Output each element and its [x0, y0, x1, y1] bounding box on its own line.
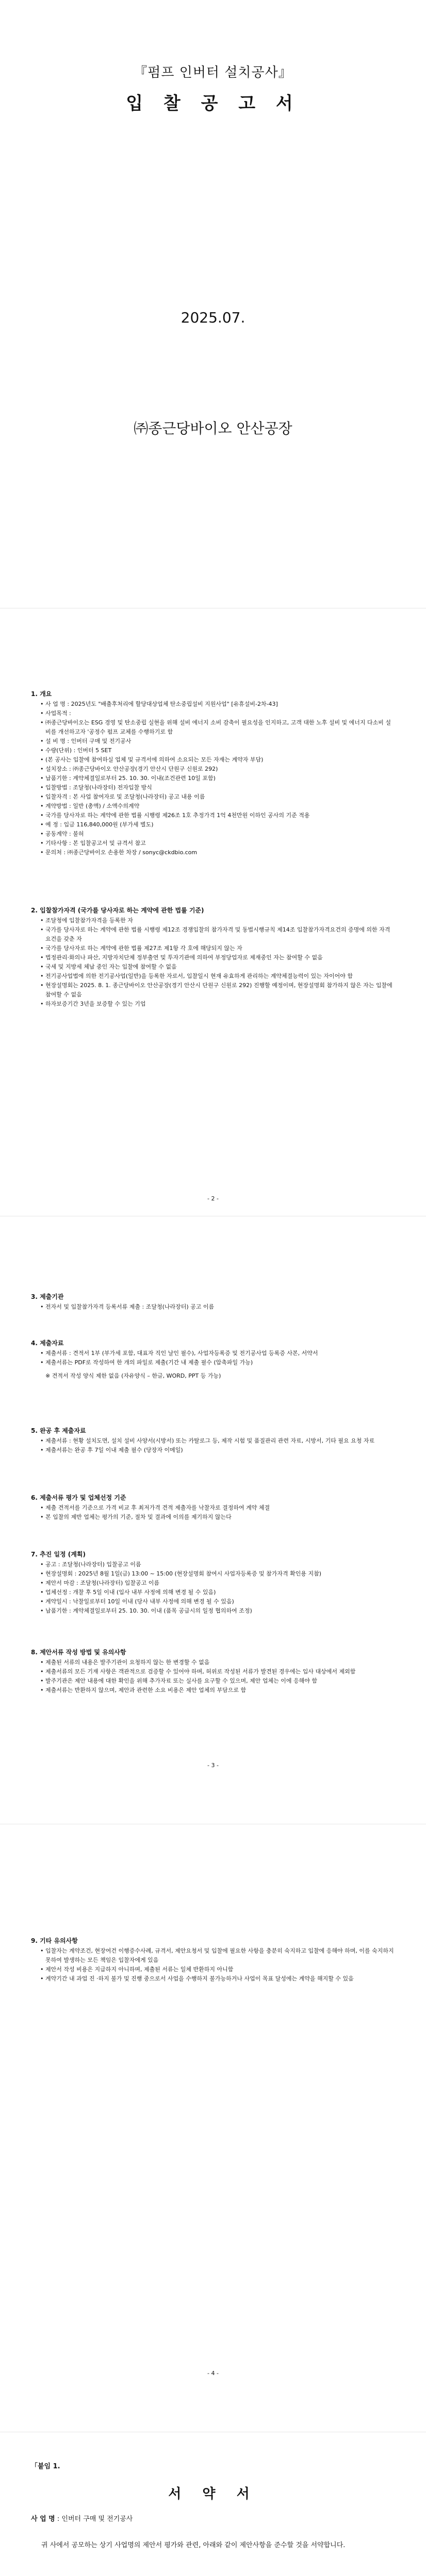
section-misc — [31, 1927, 395, 1984]
post-docs-list — [31, 1436, 395, 1455]
list-item: • 발주기관은 제안 내용에 대한 확인을 위해 추가자료 또는 실사를 요구할 수 있으며, 제안 업체는 이에 응해야 함 — [40, 1676, 395, 1686]
list-item: • 제안서 작성 비용은 지급하지 아니하며, 제출된 서류는 일체 반환하지 아니함 — [40, 1965, 395, 1974]
list-item: • 제출서류는 PDF로 작성하여 한 개의 파일로 제출(기간 내 제출 필수 (압축파일 가능) — [40, 1358, 395, 1367]
page-2 — [0, 618, 426, 1226]
list-item: • 입찰방법 : 조달청(나라장터) 전자입찰 방식 — [40, 783, 395, 792]
list-item: • 공동계약 : 불허 — [40, 829, 395, 839]
section-evaluation — [31, 1484, 395, 1522]
list-item: • 제출 견적서를 기준으로 가격 비교 후 최저가격 견적 제출자를 낙찰자로 결정하여 계약 체결 — [40, 1503, 395, 1513]
list-item: • 설 비 명 : 인버터 구매 및 전기공사 — [40, 737, 395, 746]
list-item: • 전자서 및 입찰참가자격 등록서류 제출 : 조달청(나라장터) 공고 이름 — [40, 1302, 395, 1312]
section-title: 7. 추진 일정 (계획) — [31, 1551, 86, 1558]
section-proposal-notes — [31, 1638, 395, 1695]
list-item: • 전기공사업법에 의한 전기공사업(일반)을 등록한 자로서, 입찰일시 현재 유효하게 관리하는 계약체결능력이 있는 자이어야 함 — [40, 972, 395, 981]
list-item: • 계약기간 내 과업 진 ·하지 불가 및 진행 중으로서 사업을 수행하지 불가능하거나 사업이 목표 달성에는 계약을 해지할 수 있음 — [40, 1974, 395, 1984]
agreement-title: 서 약 서 — [168, 2486, 258, 2502]
list-item: • 입찰자격 : 본 사업 참여자로 및 조달청(나라장터) 공고 내용 이름 — [40, 792, 395, 802]
list-item: • 국가를 당사자로 하는 계약에 관한 법률 시행령 제26조 1호 추정가격 1억 4천만원 이하인 공사의 기준 적용 — [40, 811, 395, 820]
agreement-project — [31, 2514, 395, 2524]
submit-docs-note: ※ 견적서 작성 양식 제한 없음 (자유양식 – 한글, WORD, PPT 등 가능) — [45, 1372, 221, 1379]
cover-date: 2025.07. — [181, 309, 245, 326]
section-title: 2. 입찰참가자격 (국가를 당사자로 하는 계약에 관한 법률 기준) — [31, 907, 204, 914]
list-item: • 국세 및 지방세 체납 중인 자는 입찰에 참여할 수 없음 — [40, 962, 395, 972]
page-number: - 3 - — [207, 1762, 219, 1769]
section-title: 3. 제출기관 — [31, 1293, 64, 1300]
list-item: • 사 업 명 : 2025년도 "배출후처리에 할당대상업체 탄소중립설비 지원사업" [유휴설비-2차-43] — [40, 700, 395, 709]
project-key: 사 업 명 — [31, 2515, 55, 2523]
section-overview — [31, 680, 395, 857]
list-item: • 법정관리·화의나 파산, 지방자치단체 정부출연 및 투자기관에 의하여 부정당업자로 제재중인 자는 참여할 수 없음 — [40, 953, 395, 962]
submit-docs-list — [31, 1349, 395, 1367]
proposal-notes-list — [31, 1658, 395, 1695]
cover-title — [0, 62, 426, 114]
section-title: 1. 개요 — [31, 690, 52, 698]
cover-org: ㈜종근당바이오 안산공장 — [134, 420, 292, 437]
list-item: • 제출서류 : 현황 설치도면, 설치 설비 사양서(시방서) 또는 카탈로그 등, 제작 시험 및 품질관리 관련 자료, 시방서, 기타 필요 요청 자료 — [40, 1436, 395, 1446]
section-title: 4. 제출자료 — [31, 1340, 64, 1347]
list-item: • 수량(단위) : 인버터 5 SET — [40, 746, 395, 755]
page-number: - 2 - — [207, 1195, 219, 1202]
list-item: • 예 정 : 입금 116,840,000원 (부가세 별도) — [40, 820, 395, 829]
list-item: • ㈜종근당바이오는 ESG 경영 및 탄소중립 실현을 위해 설비 에너지 소비 감축이 필요성을 인지하고, 고객 대한 노후 설비 및 에너지 다소비 설비를 개선하고자 '공정수 펌프 교체를 수행하기로 함 — [40, 718, 395, 737]
list-item: • 제출서류 : 견적서 1부 (부가세 포함, 대표자 직인 날인 필수), 사업자등록증 및 전기공사업 등록증 사본, 서약서 — [40, 1349, 395, 1358]
section-title: 8. 제안서류 작성 방법 및 유의사항 — [31, 1649, 126, 1656]
list-item: • 하자보증기간 3년을 보증할 수 있는 기업 — [40, 999, 395, 1009]
submit-org-list — [31, 1302, 395, 1312]
list-item: • 국가를 당사자로 하는 계약에 관한 법률 제27조 제1항 각 호에 해당되지 않는 자 — [40, 944, 395, 953]
section-title: 9. 기타 유의사항 — [31, 1937, 78, 1944]
list-item: • 제출서류는 완공 후 7일 이내 제출 필수 (당장자 이메일) — [40, 1446, 395, 1455]
attachment-label: 「붙임 1. — [31, 2463, 60, 2470]
list-item: • 본 입찰의 제반 업체는 평가의 기준, 절차 및 결과에 이의를 제기하지 않는다 — [40, 1513, 395, 1522]
page-4 — [0, 1834, 426, 2421]
list-item: • 계약방법 : 일반 (총액) / 소액수의계약 — [40, 802, 395, 811]
list-item: • 공고 : 조달청(나라장터) 입찰공고 이름 — [40, 1560, 395, 1569]
list-item: • 국가를 당사자로 하는 계약에 관한 법률 시행령 제12조 경쟁입찰의 참가자격 및 동법시행규칙 제14조 입찰참가자격요건의 증명에 의한 자격 요건을 갖춘 자 — [40, 925, 395, 944]
list-item: • 입찰자는 계약조건, 현장여건 이행증수사례, 규격서, 제안요청서 및 입찰에 필요한 사항을 충분히 숙지하고 입찰에 응해야 하며, 이를 숙지하지 못하여 발생하는 모든 책임은 입찰자에게 있음 — [40, 1946, 395, 1965]
cover-title-line2: 입 찰 공 고 서 — [126, 93, 300, 114]
list-item: • 제출서류는 반환하지 않으며, 제안과 관련한 소요 비용은 제안 업체의 부담으로 함 — [40, 1686, 395, 1695]
schedule-list — [31, 1560, 395, 1616]
section-title: 5. 완공 후 제출자료 — [31, 1427, 86, 1434]
qualification-list — [31, 916, 395, 1009]
list-item: • 현장설명회 : 2025년 8월 1일(금) 13:00 ~ 15:00 (현장설명회 참여시 사업자등록증 및 참가자격 확인용 지참) — [40, 1569, 395, 1579]
misc-list — [31, 1946, 395, 1984]
list-item: • 업체선정 : 개찰 후 5일 이내 (입사 내부 사정에 의해 변경 될 수 있음) — [40, 1588, 395, 1597]
list-item: • 사업목적 : — [40, 709, 395, 718]
cover-page — [0, 0, 426, 577]
list-item: • 납품기한 : 계약체결일로부터 25. 10. 30. 이내(조건관련 10일 포함) — [40, 774, 395, 783]
list-item: • 제출서류의 모든 기재 사항은 객관적으로 검증할 수 있어야 하며, 허위로 작성된 서류가 발견된 경우에는 입사 대상에서 제외함 — [40, 1667, 395, 1676]
list-item: • 제출된 서류의 내용은 발주기관이 요청하지 않는 한 변경할 수 없음 — [40, 1658, 395, 1667]
list-item: • 조달청에 입찰참가자격을 등록한 자 — [40, 916, 395, 925]
agreement-page — [0, 2442, 426, 2576]
project-value: : 인버터 구매 및 전기공사 — [57, 2515, 133, 2523]
section-submit-org — [31, 1283, 395, 1312]
list-item: • 설치장소 : ㈜종근당바이오 안산공장(경기 안산시 단원구 신원로 292) — [40, 765, 395, 774]
list-item: • 문의처 : ㈜종근당바이오 손용한 차장 / sonyc@ckdbio.com — [40, 848, 395, 857]
list-item: • 현장설명회는 2025. 8. 1. 종근당바이오 안산공장(경기 안산시 단원구 신원로 292) 진행할 예정이며, 현장설명회 참가하지 않은 자는 입찰에 참여할 수 없음 — [40, 981, 395, 999]
section-post-docs — [31, 1417, 395, 1455]
page-3 — [0, 1226, 426, 1834]
agreement-intro: 귀 사에서 공모하는 상기 사업명의 제안서 평가와 관련, 아래와 같이 제안사항을 준수할 것을 서약합니다. — [41, 2541, 346, 2549]
list-item: • 납품기한 : 계약체결일로부터 25. 10. 30. 이내 (품목 공급시의 일정 협의하여 조정) — [40, 1606, 395, 1616]
section-qualification — [31, 896, 395, 1009]
page-number: - 4 - — [207, 2370, 219, 2377]
overview-list — [31, 700, 395, 857]
list-item: • 계약일시 : 낙찰일로부터 10일 이내 (당사 내부 사정에 의해 변경 될 수 있음) — [40, 1597, 395, 1606]
section-title: 6. 제출서류 평가 및 업체선정 기준 — [31, 1494, 126, 1501]
list-item: • (본 공사는 입찰에 참여하실 업체 및 규격서에 의하여 소요되는 모든 자재는 계약자 부담) — [40, 755, 395, 765]
evaluation-list — [31, 1503, 395, 1522]
section-schedule — [31, 1540, 395, 1616]
list-item: • 기타사항 : 본 입찰공고서 및 규격서 참고 — [40, 839, 395, 848]
list-item: • 제안서 마감 : 조달청(나라장터) 입찰공고 이름 — [40, 1579, 395, 1588]
section-submit-docs — [31, 1329, 395, 1381]
cover-title-line1: 『펌프 인버터 설치공사』 — [134, 65, 292, 80]
